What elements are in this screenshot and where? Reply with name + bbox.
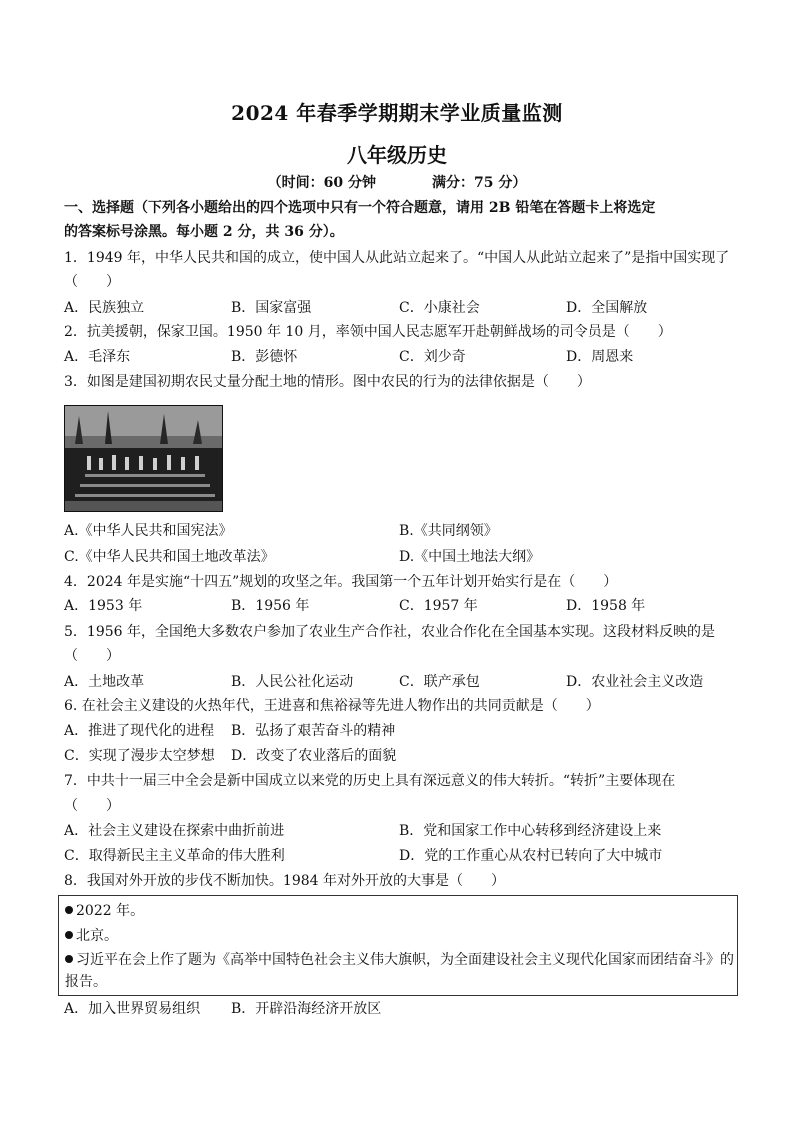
material-item-1-text: 2022 年。: [76, 903, 145, 919]
question-5-option-b: B．人民公社化运动: [231, 674, 354, 690]
question-7-option-c: C．取得新民主主义革命的伟大胜利: [64, 848, 285, 864]
question-1-option-d: D．全国解放: [566, 300, 648, 316]
question-5-stem: 5．1956 年，全国绝大多数农户参加了农业生产合作社，农业合作化在全国基本实现。这段材料反映的是: [64, 624, 715, 640]
land-survey-photo-graphic: [65, 406, 222, 511]
question-7-stem: 7．中共十一届三中全会是新中国成立以来党的历史上具有深远意义的伟大转折。“转折”主要体现在: [64, 773, 676, 789]
question-6-option-a: A．推进了现代化的进程: [64, 723, 215, 739]
question-4-option-a: A．1953 年: [64, 598, 143, 614]
section-heading: 一、选择题（下列各小题给出的四个选项中只有一个符合题意，请用 2B 铅笔在答题卡上将选定: [64, 200, 656, 216]
question-3-option-b: B.《共同纲领》: [399, 523, 498, 539]
question-3-stem: 3．如图是建国初期农民丈量分配土地的情形。图中农民的行为的法律依据是（ ）: [64, 374, 591, 390]
question-5-option-d: D．农业社会主义改造: [566, 674, 704, 690]
material-item-3-cont: 报告。: [65, 974, 107, 990]
question-5-option-a: A．土地改革: [64, 674, 145, 690]
question-8-option-a: A．加入世界贸易组织: [64, 1001, 201, 1017]
exam-meta: [0, 172, 794, 192]
material-item-3: [65, 950, 734, 970]
question-2-option-b: B．彭德怀: [231, 349, 298, 365]
exam-title: 2024 年春季学期期末学业质量监测: [231, 101, 563, 125]
material-item-2: [65, 926, 118, 946]
material-item-3-text: 习近平在会上作了题为《高举中国特色社会主义伟大旗帜，为全面建设社会主义现代化国家而团结奋斗》的: [76, 952, 734, 968]
exam-score: 满分：75 分）: [432, 175, 527, 191]
question-1-blank: （ ）: [64, 274, 120, 290]
question-3-option-d: D.《中国土地法大纲》: [399, 549, 541, 565]
question-2-option-d: D．周恩来: [566, 349, 634, 365]
question-4-option-d: D．1958 年: [566, 598, 646, 614]
question-1-option-c: C．小康社会: [399, 300, 480, 316]
question-2-option-c: C．刘少奇: [399, 349, 466, 365]
section-heading-cont: 的答案标号涂黑。每小题 2 分，共 36 分）。: [64, 224, 344, 240]
question-1-option-a: A．民族独立: [64, 300, 145, 316]
exam-time: （时间：60 分钟: [267, 175, 376, 191]
question-3-option-a: A.《中华人民共和国宪法》: [64, 523, 233, 539]
question-7-option-d: D．党的工作重心从农村已转向了大中城市: [399, 848, 663, 864]
question-1-stem: 1．1949 年，中华人民共和国的成立，使中国人从此站立起来了。“中国人从此站立起来了”是指中国实现了: [64, 250, 730, 266]
question-6-stem: 6. 在社会主义建设的火热年代，王进喜和焦裕禄等先进人物作出的共同贡献是（ ）: [64, 698, 600, 714]
bullet-icon: [65, 955, 73, 963]
land-survey-photo: [64, 405, 223, 512]
question-3-option-c: C.《中华人民共和国土地改革法》: [64, 549, 275, 565]
question-8-option-b: B．开辟沿海经济开放区: [231, 1001, 382, 1017]
question-8-material-box: [58, 895, 738, 996]
question-4-stem: 4．2024 年是实施“十四五”规划的攻坚之年。我国第一个五年计划开始实行是在（ ）: [64, 574, 618, 590]
question-6-option-c: C．实现了漫步太空梦想: [64, 748, 215, 764]
question-1-option-b: B．国家富强: [231, 300, 312, 316]
question-4-option-b: B．1956 年: [231, 598, 310, 614]
bullet-icon: [65, 906, 73, 914]
question-8-stem: 8．我国对外开放的步伐不断加快。1984 年对外开放的大事是（ ）: [64, 873, 505, 889]
question-7-blank: （ ）: [64, 798, 120, 814]
material-item-1: [65, 901, 144, 921]
question-7-option-a: A．社会主义建设在探索中曲折前进: [64, 823, 285, 839]
question-2-stem: 2．抗美援朝，保家卫国。1950 年 10 月，率领中国人民志愿军开赴朝鲜战场的司令员是（ ）: [64, 324, 672, 340]
question-7-option-b: B．党和国家工作中心转移到经济建设上来: [399, 823, 662, 839]
question-2-option-a: A．毛泽东: [64, 349, 131, 365]
question-4-option-c: C．1957 年: [399, 598, 478, 614]
question-6-option-b: B．弘扬了艰苦奋斗的精神: [231, 723, 396, 739]
question-6-option-d: D．改变了农业落后的面貌: [231, 748, 397, 764]
exam-subject: 八年级历史: [347, 143, 447, 167]
question-5-option-c: C．联产承包: [399, 674, 480, 690]
question-5-blank: （ ）: [64, 648, 120, 664]
material-item-2-text: 北京。: [76, 928, 118, 944]
bullet-icon: [65, 931, 73, 939]
